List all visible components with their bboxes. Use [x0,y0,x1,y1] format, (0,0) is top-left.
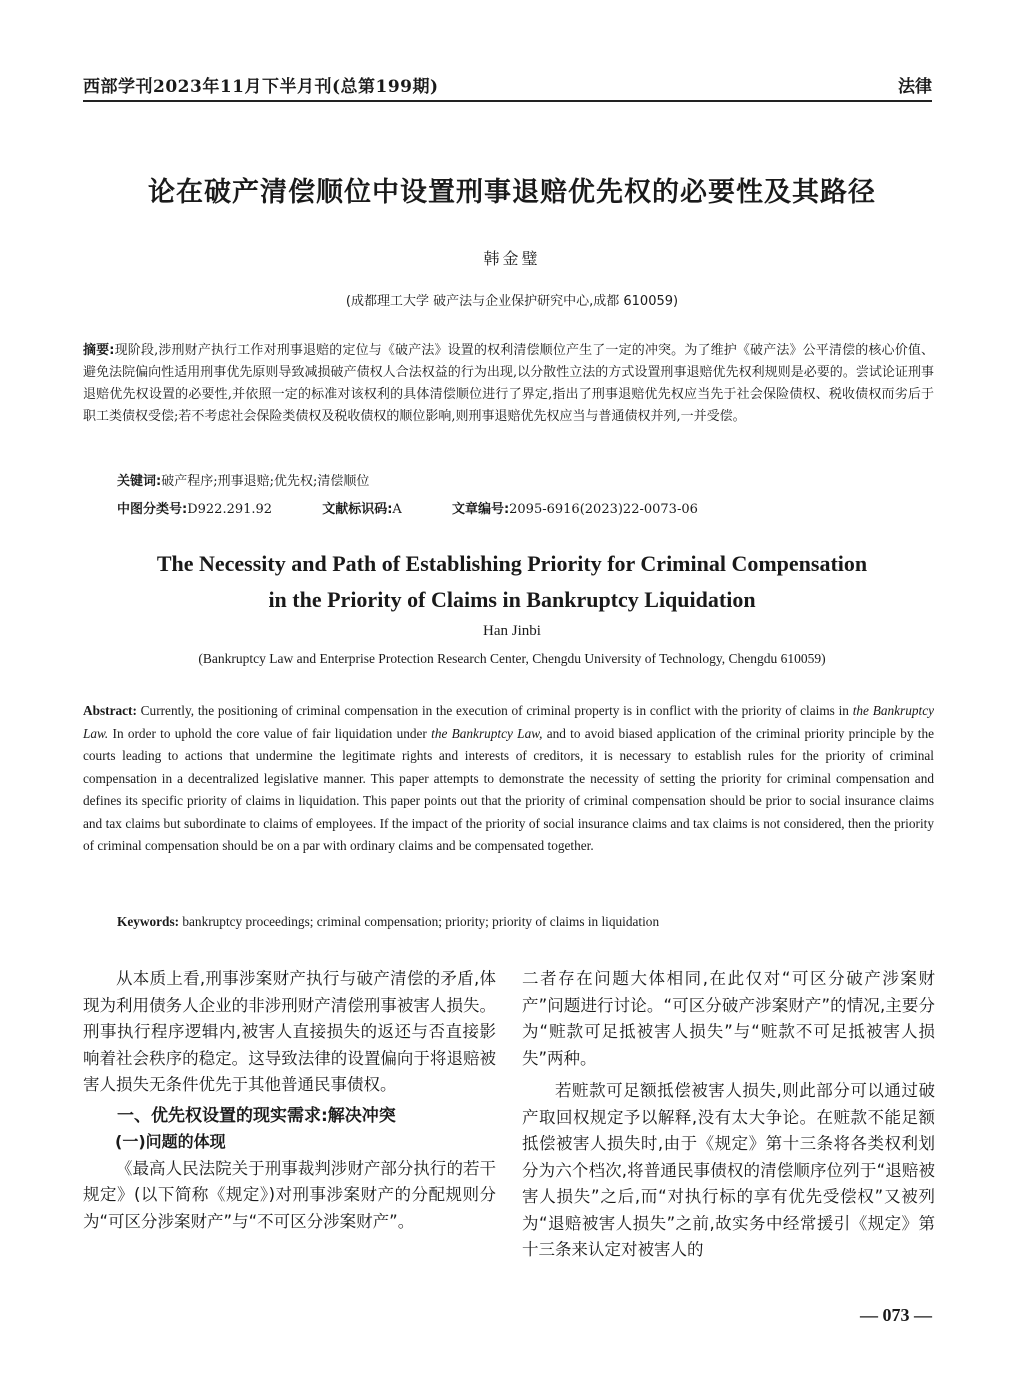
article-number-value: 2095-6916(2023)22-0073-06 [509,502,698,517]
english-author: Han Jinbi [483,623,541,639]
section-heading: 一、优先权设置的现实需求:解决冲突 [117,1105,396,1126]
english-keywords-text: bankruptcy proceedings; criminal compensation; priority; priority of claims in liquidation [179,914,660,929]
chinese-abstract-label: 摘要: [83,343,115,358]
body-paragraph: 二者存在问题大体相同,在此仅对“可区分破产涉案财产”问题进行讨论。“可区分破产涉案财产”的情况,主要分为“赃款可足抵被害人损失”与“赃款不可足抵被害人损失”两种。 [522,969,935,1068]
class-number-value: D922.291.92 [187,502,273,517]
english-keywords-label: Keywords: [117,914,180,929]
header-rule [83,100,932,102]
english-abstract-italic-2: the Bankruptcy Law, [431,725,543,741]
chinese-affiliation: (成都理工大学 破产法与企业保护研究中心,成都 610059) [345,294,679,309]
english-title [60,546,964,618]
english-keywords [117,914,659,930]
body-paragraph: 从本质上看,刑事涉案财产执行与破产清偿的矛盾,体现为利用债务人企业的非涉刑财产清偿刑事被害人损失。刑事执行程序逻辑内,被害人直接损失的返还与否直接影响着社会秩序的稳定。这导致法律的设置偏向于将退赔被害人损失无条件优先于其他普通民事债权。 [83,969,496,1094]
article-number [452,498,698,517]
body-paragraph: 《最高人民法院关于刑事裁判涉财产部分执行的若干规定》(以下简称《规定》)对刑事涉案财产的分配规则分为“可区分涉案财产”与“不可区分涉案财产”。 [83,1158,496,1231]
english-abstract-part-2: In order to uphold the core value of fair liquidation under [108,725,432,741]
classification-line [117,498,817,517]
subsection-heading: (一)问题的体现 [115,1132,226,1151]
article-number-label: 文章编号: [451,502,510,517]
english-title-line-2: in the Priority of Claims in Bankruptcy Liquidation [268,587,756,612]
english-title-line-1: The Necessity and Path of Establishing Priority for Criminal Compensation [156,551,868,576]
document-code-value: A [392,502,402,517]
chinese-abstract-text: 现阶段,涉刑财产执行工作对刑事退赔的定位与《破产法》设置的权利清偿顺位产生了一定的冲突。为了维护《破产法》公平清偿的核心价值、避免法院偏向性适用刑事优先原则导致减损破产债权人合法权益的行为出现,以分散性立法的方式设置刑事退赔优先权利规则是必要的。尝试论证刑事退赔优先权设置的必要性,并依照一定的标准对该权利的具体清偿顺位进行了界定,指出了刑事退赔优先权应当先于社会保险债权、税收债权而劣后于职工类债权受偿;若不考虑社会保险类债权及税收债权的顺位影响,则刑事退赔优先权应当与普通债权并列,一并受偿。 [83,343,934,424]
document-code [322,498,402,517]
chinese-keywords-text: 破产程序;刑事退赔;优先权;清偿顺位 [161,474,370,489]
chinese-abstract [83,340,934,428]
page-number: — 073 — [860,1305,932,1325]
english-abstract-italic-1: the Bankruptcy Law. [83,703,934,741]
document-code-label: 文献标识码: [322,502,393,517]
chinese-keywords [117,470,369,489]
body-paragraph: 若赃款可足额抵偿被害人损失,则此部分可以通过破产取回权规定予以解释,没有太大争论。在赃款不能足额抵偿被害人损失时,由于《规定》第十三条将各类权利划分为六个档次,将普通民事债权的清偿顺序位列于“退赔被害人损失”之后,而“对执行标的享有优先受偿权”又被列为“退赔被害人损失”之前,故实务中经常援引《规定》第十三条来认定对被害人的 [522,1081,935,1259]
english-abstract-part-3: and to avoid biased application of the criminal priority principle by the courts leading to actions that undermine the legitimate rights and interests of creditors, it is necessary to establish rules for the priority of criminal compensation in a decentralized legislative manner. This paper attempts to demonstrate the necessity of setting the priority for criminal compensation and defines its specific priority of claims in liquidation. This paper points out that the priority of criminal compensation should be prior to social insurance claims and tax claims but subordinate to claims of employees. If the impact of the priority of social insurance claims and tax claims is not considered, then the priority of criminal compensation should be on a par with ordinary claims and be compensated together. [83,725,934,853]
english-abstract-label: Abstract: [83,703,137,718]
journal-name: 西部学刊2023年11月下半月刊(总第199期) [83,77,439,97]
english-affiliation: (Bankruptcy Law and Enterprise Protection Research Center, Chengdu University of Technology, Chengdu 610059) [198,651,826,666]
section-name: 法律 [898,77,932,97]
class-number [117,498,272,517]
chinese-title: 论在破产清偿顺位中设置刑事退赔优先权的必要性及其路径 [148,177,876,208]
english-abstract-part-1: Currently, the positioning of criminal compensation in the execution of criminal property is in conflict with the priority of claims in [136,703,853,718]
english-abstract [83,700,934,858]
class-number-label: 中图分类号: [117,502,188,517]
chinese-keywords-label: 关键词: [117,474,162,489]
body-column-right [522,966,935,1264]
chinese-author: 韩金璧 [483,249,541,268]
running-header [83,66,932,96]
body-column-left [83,966,496,1235]
